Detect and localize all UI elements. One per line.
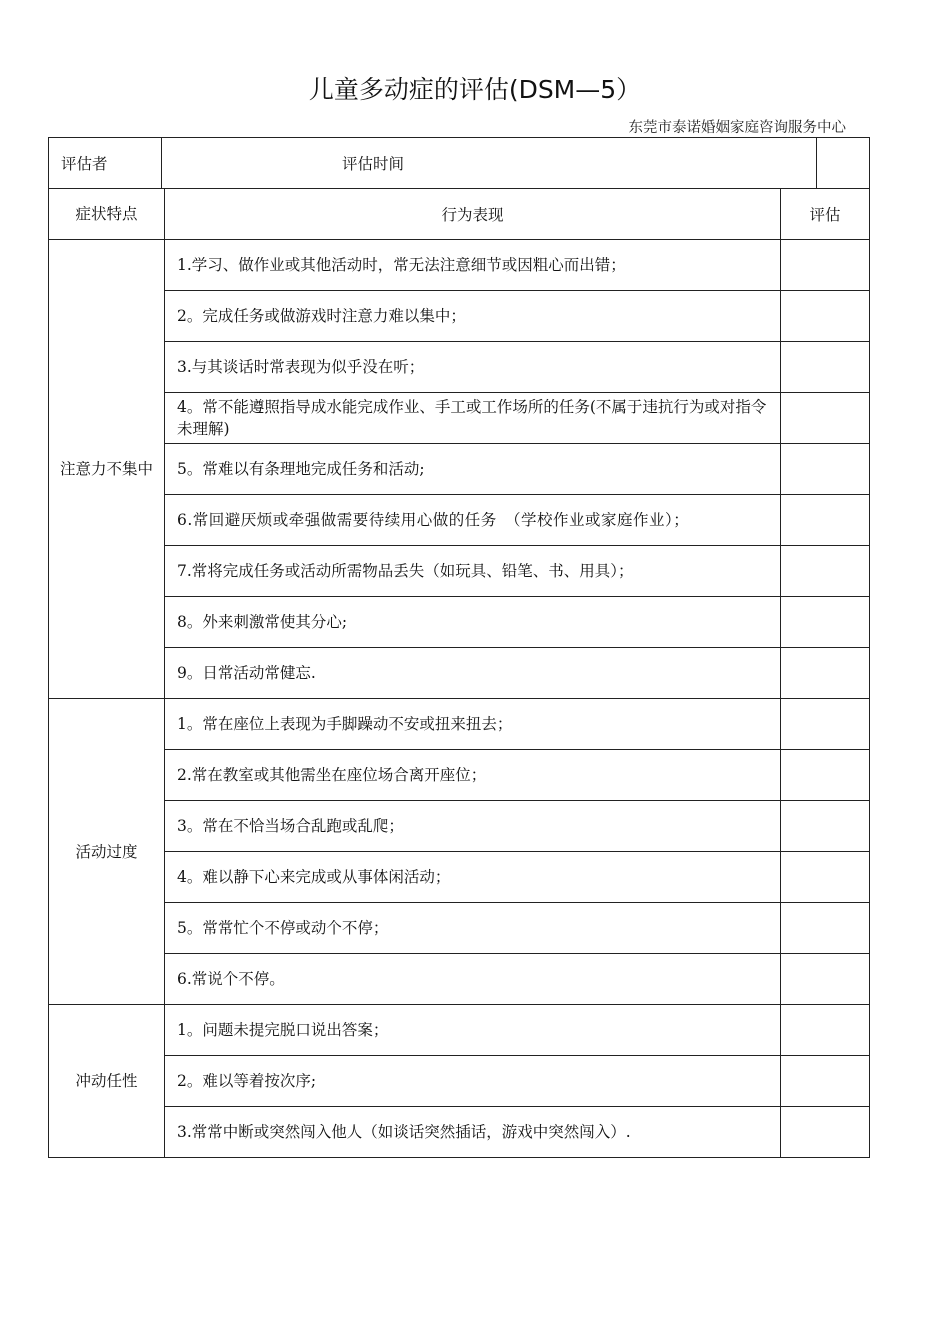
evaluation-cell[interactable] (781, 393, 870, 444)
time-label: 评估时间 (162, 138, 817, 189)
table-row (49, 1056, 870, 1107)
behavior-item: 5。常常忙个不停或动个不停； (165, 903, 781, 954)
document-title: 儿童多动症的评估(DSM—5） (308, 75, 642, 104)
table-row (49, 954, 870, 1005)
header-evaluation: 评估 (781, 189, 870, 240)
category-impulsivity: 冲动任性 (49, 1005, 165, 1158)
table-row (49, 291, 870, 342)
evaluation-cell[interactable] (781, 240, 870, 291)
table-row (49, 1005, 870, 1056)
time-value-cell[interactable] (817, 138, 870, 189)
table-row (49, 546, 870, 597)
behavior-item: 5。常难以有条理地完成任务和活动; (165, 444, 781, 495)
header-row (49, 189, 870, 240)
table-row (49, 393, 870, 444)
table-row (49, 852, 870, 903)
evaluation-cell[interactable] (781, 342, 870, 393)
behavior-item: 2。完成任务或做游戏时注意力难以集中； (165, 291, 781, 342)
table-row (49, 597, 870, 648)
assessment-table (48, 188, 870, 1158)
behavior-item: 2。难以等着按次序; (165, 1056, 781, 1107)
behavior-item: 9。日常活动常健忘. (165, 648, 781, 699)
behavior-item: 1。常在座位上表现为手脚躁动不安或扭来扭去； (165, 699, 781, 750)
table-row (49, 1107, 870, 1158)
header-behavior: 行为表现 (165, 189, 781, 240)
behavior-item: 3.与其谈话时常表现为似乎没在听； (165, 342, 781, 393)
evaluation-cell[interactable] (781, 954, 870, 1005)
table-row (49, 240, 870, 291)
header-symptom: 症状特点 (49, 189, 165, 240)
evaluation-cell[interactable] (781, 699, 870, 750)
behavior-item: 1。问题未提完脱口说出答案； (165, 1005, 781, 1056)
behavior-item: 3.常常中断或突然闯入他人（如谈话突然插话，游戏中突然闯入）. (165, 1107, 781, 1158)
behavior-item: 8。外来刺激常使其分心; (165, 597, 781, 648)
evaluation-cell[interactable] (781, 648, 870, 699)
organization-name: 东莞市泰诺婚姻家庭咨询服务中心 (628, 120, 846, 136)
evaluation-cell[interactable] (781, 750, 870, 801)
evaluation-cell[interactable] (781, 1107, 870, 1158)
category-inattention: 注意力不集中 (49, 240, 165, 699)
table-row (49, 648, 870, 699)
table-row (49, 495, 870, 546)
table-row (49, 903, 870, 954)
behavior-item: 4。常不能遵照指导成水能完成作业、手工或工作场所的任务(不属于违抗行为或对指令未理解) (165, 393, 781, 444)
table-row (49, 699, 870, 750)
behavior-item: 2.常在教室或其他需坐在座位场合离开座位； (165, 750, 781, 801)
evaluation-cell[interactable] (781, 291, 870, 342)
evaluation-cell[interactable] (781, 495, 870, 546)
behavior-item: 3。常在不恰当场合乱跑或乱爬； (165, 801, 781, 852)
evaluation-cell[interactable] (781, 444, 870, 495)
info-table (48, 137, 870, 189)
table-row (49, 750, 870, 801)
evaluation-cell[interactable] (781, 546, 870, 597)
behavior-item: 6.常说个不停。 (165, 954, 781, 1005)
assessor-label: 评估者 (49, 138, 162, 189)
behavior-item: 6.常回避厌烦或牵强做需要待续用心做的任务 （学校作业或家庭作业）； (165, 495, 781, 546)
evaluation-cell[interactable] (781, 1056, 870, 1107)
category-hyperactivity: 活动过度 (49, 699, 165, 1005)
behavior-item: 1.学习、做作业或其他活动时，常无法注意细节或因粗心而出错； (165, 240, 781, 291)
evaluation-cell[interactable] (781, 597, 870, 648)
info-row (49, 138, 870, 189)
evaluation-cell[interactable] (781, 903, 870, 954)
behavior-item: 4。难以静下心来完成或从事体闲活动； (165, 852, 781, 903)
table-row (49, 444, 870, 495)
evaluation-cell[interactable] (781, 801, 870, 852)
table-row (49, 342, 870, 393)
evaluation-cell[interactable] (781, 852, 870, 903)
evaluation-cell[interactable] (781, 1005, 870, 1056)
table-row (49, 801, 870, 852)
behavior-item: 7.常将完成任务或活动所需物品丢失（如玩具、铅笔、书、用具）； (165, 546, 781, 597)
